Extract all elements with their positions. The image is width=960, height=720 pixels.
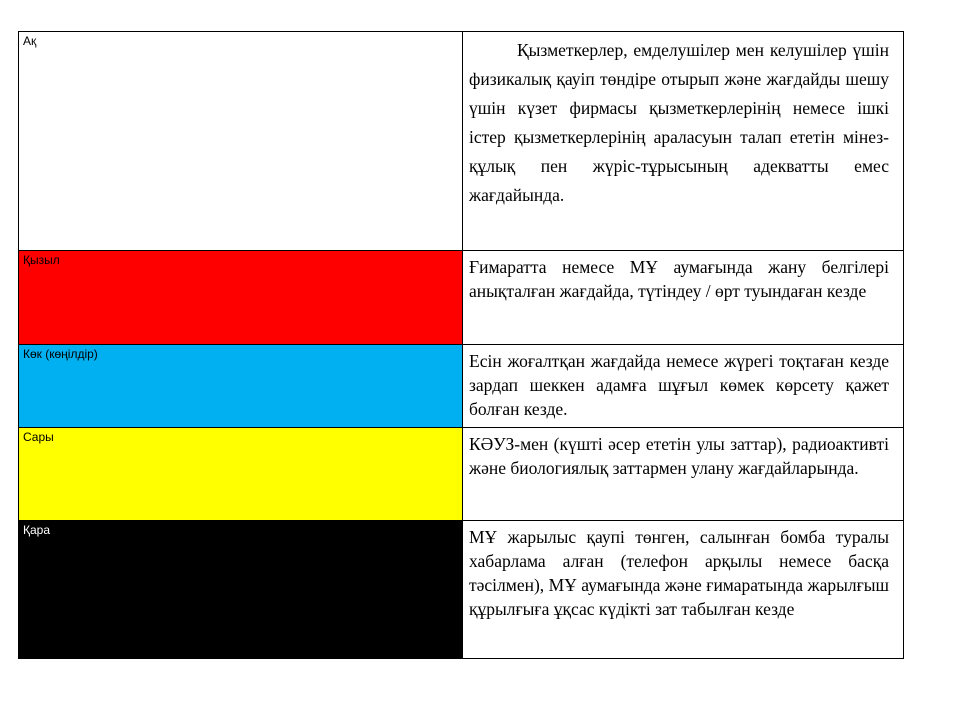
color-swatch-black: [19, 521, 463, 659]
code-description: [463, 521, 904, 659]
code-description: [463, 345, 904, 428]
table-row: [19, 251, 904, 345]
color-label: Қызыл: [23, 253, 60, 267]
color-swatch-blue: [19, 345, 463, 428]
color-swatch-red: [19, 251, 463, 345]
color-label: Сары: [23, 430, 54, 444]
emergency-color-codes-table: [18, 31, 904, 659]
color-swatch-yellow: [19, 428, 463, 521]
description-text: Ғимаратта немесе МҰ аумағында жану белгілері анықталған жағдайда, түтіндеу / өрт туындаған кезде: [469, 257, 889, 301]
table-row: [19, 428, 904, 521]
description-text: Есін жоғалтқан жағдайда немесе жүрегі тоқтаған кезде зардап шеккен адамға шұғыл көмек көрсету қажет болған кезде.: [469, 351, 889, 419]
color-label: Ақ: [23, 34, 37, 48]
code-description: [463, 251, 904, 345]
description-text: Қызметкерлер, емделушілер мен келушілер үшін физикалық қауіп төндіре отырып және жағдайды шешу үшін күзет фирмасы қызметкерлерінің немесе ішкі істер қызметкерлерінің араласуын талап ететін мінез-құлық пен жүріс-тұрысының адекватты емес жағдайында.: [469, 40, 889, 205]
code-description: [463, 428, 904, 521]
description-text: КӘУЗ-мен (күшті әсер ететін улы заттар), радиоактивті және биологиялық заттармен улану жағдайларында.: [469, 434, 889, 478]
table-row: [19, 521, 904, 659]
color-label: Көк (көңілдір): [23, 347, 98, 361]
table-row: [19, 32, 904, 251]
color-label: Қара: [23, 523, 51, 537]
color-swatch-white: [19, 32, 463, 251]
table-row: [19, 345, 904, 428]
code-description: [463, 32, 904, 251]
description-text: МҰ жарылыс қаупі төнген, салынған бомба туралы хабарлама алған (телефон арқылы немесе басқа тәсілмен), МҰ аумағында және ғимаратында жарылғыш құрылғыға ұқсас күдікті зат табылған кезде: [469, 527, 889, 619]
